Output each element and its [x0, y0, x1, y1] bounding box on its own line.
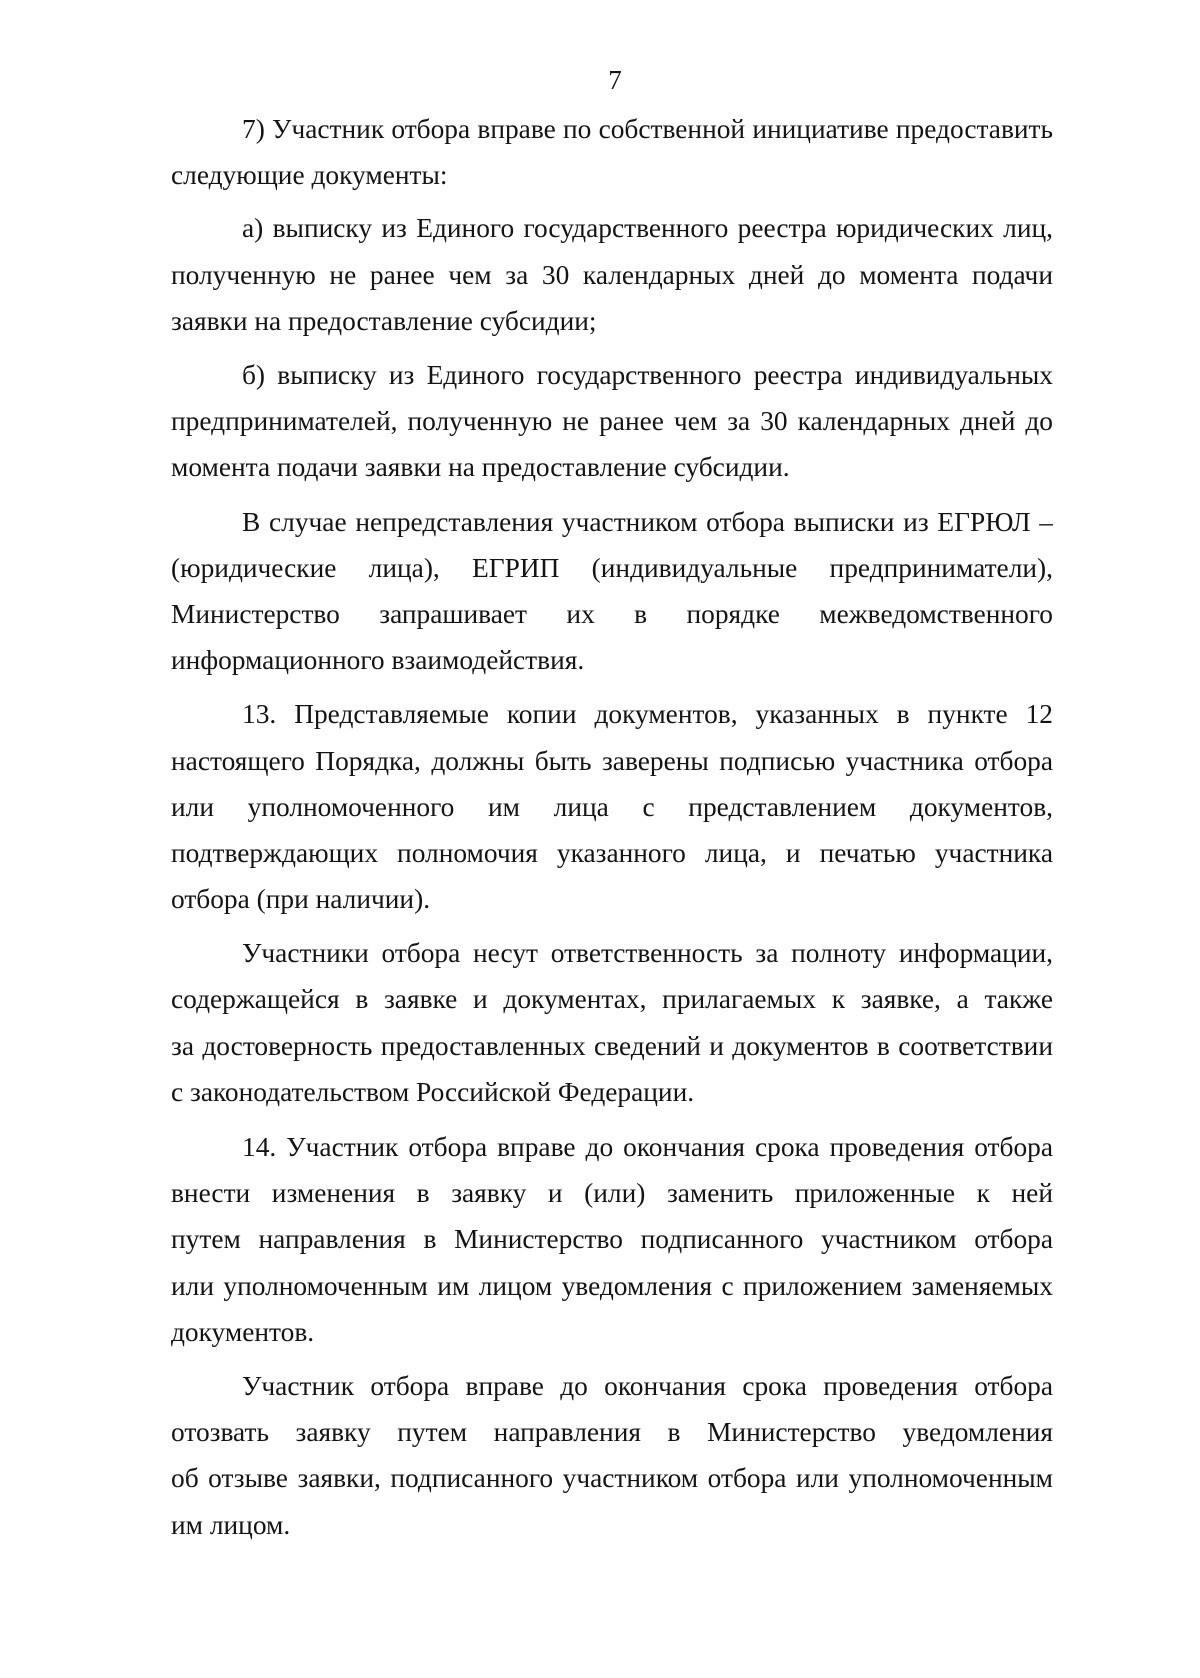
paragraph-item-7	[171, 106, 1053, 198]
text-line: содержащейся в заявке и документах, прилагаемых к заявке, а также	[171, 984, 1053, 1015]
paragraph-responsibility	[171, 930, 1053, 1115]
text-line: заявки на предоставление субсидии;	[171, 305, 597, 336]
text-line: за достоверность предоставленных сведений и документов в соответствии	[171, 1030, 1053, 1061]
text-line: а) выписку из Единого государственного реестра юридических лиц,	[242, 213, 1053, 244]
paragraph-subitem-b	[171, 352, 1053, 491]
paragraph-item-13	[171, 691, 1053, 922]
document-body	[171, 106, 1053, 1548]
text-line: следующие документы:	[171, 160, 448, 191]
text-line: 7) Участник отбора вправе по собственной инициативе предоставить	[242, 114, 1053, 144]
text-line: отозвать заявку путем направления в Министерство уведомления	[171, 1417, 1053, 1448]
text-line: отбора (при наличии).	[171, 884, 431, 915]
text-line: В случае непредставления участником отбора выписки из ЕГРЮЛ –	[242, 506, 1053, 537]
text-line: 13. Представляемые копии документов, указанных в пункте 12	[242, 699, 1053, 730]
text-line: подтверждающих полномочия указанного лица, и печатью участника	[171, 837, 1053, 868]
text-line: документов.	[171, 1316, 315, 1347]
text-line: внести изменения в заявку и (или) заменить приложенные к ней	[171, 1178, 1053, 1209]
text-line: (юридические лица), ЕГРИП (индивидуальные предприниматели),	[171, 552, 1053, 583]
text-line: об отзыве заявки, подписанного участником отбора или уполномоченным	[171, 1463, 1053, 1494]
text-line: настоящего Порядка, должны быть заверены подписью участника отбора	[171, 745, 1053, 776]
text-line: 14. Участник отбора вправе до окончания срока проведения отбора	[242, 1132, 1053, 1163]
text-line: предпринимателей, полученную не ранее чем за 30 календарных дней до	[171, 406, 1053, 437]
text-line: момента подачи заявки на предоставление субсидии.	[171, 452, 790, 483]
text-line: или уполномоченным им лицом уведомления с приложением заменяемых	[171, 1270, 1053, 1301]
text-line: информационного взаимодействия.	[171, 645, 585, 676]
text-line: путем направления в Министерство подписанного участником отбора	[171, 1224, 1053, 1255]
text-line: или уполномоченного им лица с представлением документов,	[171, 791, 1053, 822]
paragraph-subitem-a	[171, 205, 1053, 344]
page-number: 7	[608, 65, 622, 95]
text-line: Участник отбора вправе до окончания срока проведения отбора	[242, 1370, 1053, 1401]
text-line: полученную не ранее чем за 30 календарных дней до момента подачи	[171, 259, 1053, 290]
text-line: Министерство запрашивает их в порядке межведомственного	[171, 598, 1053, 629]
paragraph-item-14	[171, 1124, 1053, 1355]
text-line: Участники отбора несут ответственность за полноту информации,	[242, 938, 1053, 969]
paragraph-interagency-request	[171, 499, 1053, 684]
text-line: б) выписку из Единого государственного реестра индивидуальных	[242, 359, 1053, 390]
text-line: с законодательством Российской Федерации.	[171, 1076, 695, 1107]
paragraph-withdrawal	[171, 1363, 1053, 1548]
text-line: им лицом.	[171, 1509, 291, 1540]
